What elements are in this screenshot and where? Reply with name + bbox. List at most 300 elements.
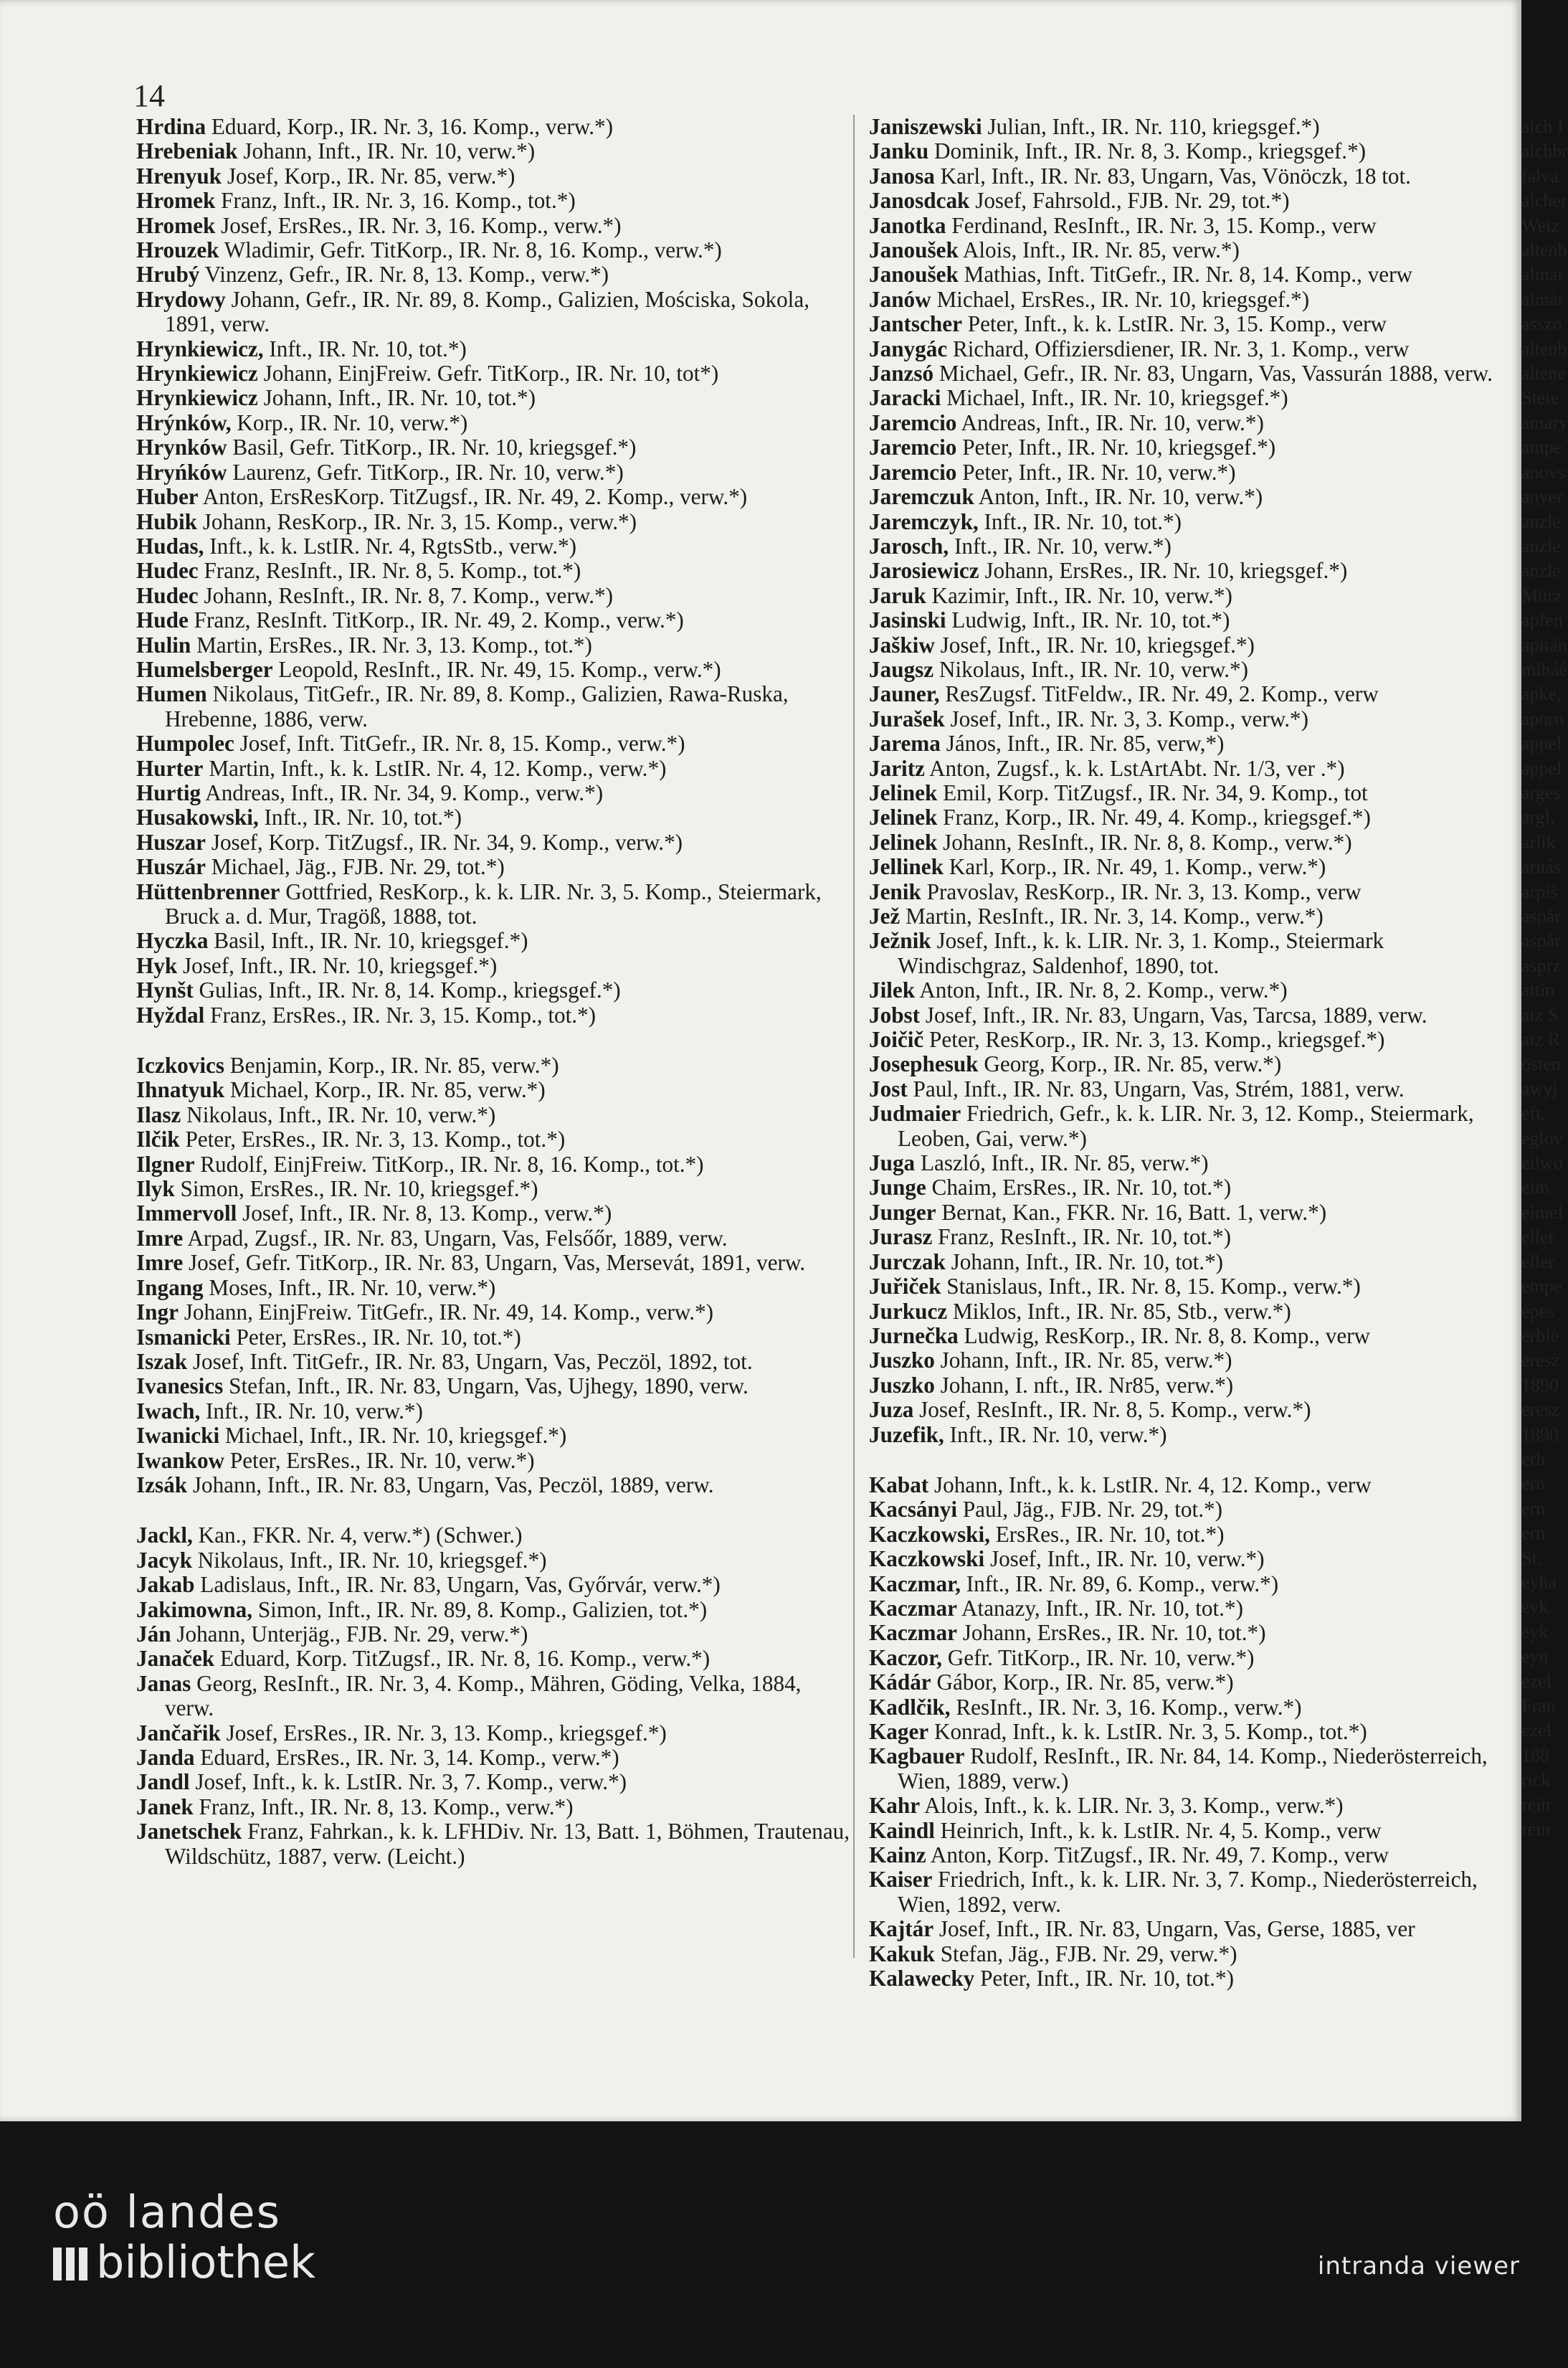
entry-details: Konrad, Inft., k. k. LstIR. Nr. 3, 5. Komp., tot.*) xyxy=(928,1719,1367,1744)
entry-surname: Kaczkowski, xyxy=(869,1521,990,1547)
edge-fragment: aporn xyxy=(1521,708,1564,729)
edge-fragment: empe xyxy=(1521,1276,1562,1297)
entry-details: ErsRes., IR. Nr. 10, tot.*) xyxy=(989,1521,1225,1547)
entry-details: Ludwig, ResKorp., IR. Nr. 8, 8. Komp., verw xyxy=(958,1322,1371,1348)
entry xyxy=(136,1276,853,1300)
entry xyxy=(869,1695,1514,1720)
edge-fragment: asszo xyxy=(1521,313,1562,335)
entry-details: Johann, Inft., IR. Nr. 10, verw.*) xyxy=(237,138,536,164)
edge-fragment: altenb xyxy=(1521,338,1567,359)
entry-details: Nikolaus, Inft., IR. Nr. 10, verw.*) xyxy=(181,1102,496,1127)
entry-surname: Hulin xyxy=(136,632,191,658)
entry-details: Peter, ErsRes., IR. Nr. 10, tot.*) xyxy=(230,1324,521,1350)
entry-surname: Junge xyxy=(869,1175,926,1200)
entry xyxy=(136,510,853,534)
adjacent-page-edge xyxy=(1521,115,1568,1979)
entry-details: Alois, Inft., IR. Nr. 85, verw.*) xyxy=(958,237,1240,263)
entry xyxy=(869,510,1514,534)
entry xyxy=(869,312,1514,336)
entry xyxy=(869,584,1514,608)
entry xyxy=(136,658,853,682)
entry-surname: Hrubý xyxy=(136,262,200,288)
entry xyxy=(869,1102,1514,1151)
entry xyxy=(869,1596,1514,1621)
entry-surname: Ilgner xyxy=(136,1151,195,1177)
entry-surname: Jaracki xyxy=(869,385,941,411)
entry xyxy=(869,1794,1514,1818)
entry-details: Peter, Inft., IR. Nr. 10, kriegsgef.*) xyxy=(956,435,1276,460)
entry-surname: Jilek xyxy=(869,977,916,1003)
entry-surname: Jaškiw xyxy=(869,632,935,658)
entry xyxy=(136,1103,853,1127)
entry-details: Peter, ResKorp., IR. Nr. 3, 13. Komp., kriegsgef.*) xyxy=(923,1027,1385,1053)
entry-details: Leopold, ResInft., IR. Nr. 49, 15. Komp., verw.*) xyxy=(272,656,721,682)
entry-details: Johann, ErsRes., IR. Nr. 10, tot.*) xyxy=(956,1620,1266,1646)
entry xyxy=(869,361,1514,386)
entry xyxy=(136,757,853,781)
entry xyxy=(869,1373,1514,1398)
edge-fragment: atz R xyxy=(1521,1029,1561,1051)
entry-surname: Kalawecky xyxy=(869,1966,975,1992)
entry-details: Peter, ErsRes., IR. Nr. 3, 13. Komp., tot.*) xyxy=(179,1127,566,1152)
edge-fragment: arges xyxy=(1521,782,1561,803)
entry-details: Mathias, Inft. TitGefr., IR. Nr. 8, 14. Komp., verw xyxy=(958,262,1413,288)
entry xyxy=(869,855,1514,879)
entry xyxy=(869,880,1514,904)
entry-details: Inft., IR. Nr. 10, verw.*) xyxy=(200,1398,423,1424)
logo-bars-icon xyxy=(53,2237,96,2288)
entry-details: Karl, Korp., IR. Nr. 49, 1. Komp., verw.*) xyxy=(943,854,1326,880)
entry-details: Martin, ResInft., IR. Nr. 3, 14. Komp., verw.*) xyxy=(900,904,1324,929)
entry-surname: Iwanicki xyxy=(136,1423,220,1449)
entry-details: Ferdinand, ResInft., IR. Nr. 3, 15. Komp., verw xyxy=(946,212,1377,238)
entry-surname: Hynšt xyxy=(136,977,194,1003)
entry xyxy=(869,411,1514,435)
entry xyxy=(136,1548,853,1573)
entry-details: Simon, ErsRes., IR. Nr. 10, kriegsgef.*) xyxy=(174,1176,538,1202)
entry xyxy=(136,460,853,485)
entry xyxy=(136,682,853,731)
entry-surname: Juszko xyxy=(869,1372,935,1398)
entry-surname: Hyždal xyxy=(136,1002,205,1028)
entry-details: Stefan, Inft., IR. Nr. 83, Ungarn, Vas, Ujhegy, 1890, verw. xyxy=(223,1373,749,1399)
entry xyxy=(869,460,1514,485)
edge-fragment: Mürz xyxy=(1521,584,1562,606)
entry-details: Eduard, ErsRes., IR. Nr. 3, 14. Komp., verw.*) xyxy=(194,1745,619,1770)
entry-surname: Kajtár xyxy=(869,1916,934,1942)
edge-fragment: rein xyxy=(1521,1819,1551,1840)
entry xyxy=(136,608,853,633)
entry-details: Anton, Inft., IR. Nr. 8, 2. Komp., verw.*) xyxy=(915,977,1288,1003)
entry-details: Simon, Inft., IR. Nr. 89, 8. Komp., Galizien, tot.*) xyxy=(252,1596,708,1622)
edge-fragment: eglov xyxy=(1521,1127,1563,1149)
entry-surname: Kaczkowski xyxy=(869,1546,985,1572)
section-gap xyxy=(136,1028,853,1053)
entry xyxy=(869,1819,1514,1843)
entry xyxy=(869,288,1514,312)
entry-surname: Janoušek xyxy=(869,262,959,288)
entry-details: Josef, ResInft., IR. Nr. 8, 5. Komp., verw.*) xyxy=(913,1397,1311,1423)
edge-fragment: ern xyxy=(1521,1497,1546,1519)
entry xyxy=(869,1052,1514,1076)
entry-details: Anton, Korp. TitZugsf., IR. Nr. 49, 7. Komp., verw xyxy=(926,1842,1389,1868)
entry-surname: Kádár xyxy=(869,1670,931,1695)
entry xyxy=(869,1423,1514,1447)
left-column xyxy=(136,115,855,1958)
entry-surname: Jaremczyk, xyxy=(869,508,979,534)
entry xyxy=(869,929,1514,978)
edge-fragment: arpiš xyxy=(1521,881,1558,902)
logo-line-2: bibliothek xyxy=(96,2236,315,2288)
entry-details: Johann, ResKorp., IR. Nr. 3, 15. Komp., verw.*) xyxy=(196,508,637,534)
entry-details: Peter, ErsRes., IR. Nr. 10, verw.*) xyxy=(224,1447,535,1473)
entry-surname: Hurter xyxy=(136,755,204,781)
entry-details: Josef, Inft., k. k. LIR. Nr. 3, 1. Komp., Steiermark Windischgraz, Saldenhof, 1890, tot. xyxy=(898,928,1384,978)
entry-details: Anton, ErsResKorp. TitZugsf., IR. Nr. 49, 2. Komp., verw.*) xyxy=(198,484,748,510)
entry-surname: Hromek xyxy=(136,212,216,238)
entry xyxy=(136,1127,853,1152)
entry-details: Josef, Inft., IR. Nr. 3, 3. Komp., verw.*) xyxy=(944,706,1309,731)
entry-details: Laurenz, Gefr. TitKorp., IR. Nr. 10, verw.*) xyxy=(227,459,624,485)
entry-details: Franz, ResInft., IR. Nr. 10, tot.*) xyxy=(932,1224,1232,1250)
edge-fragment: ezel xyxy=(1521,1720,1552,1741)
entry-details: Anton, Zugsf., k. k. LstArtAbt. Nr. 1/3, ver .*) xyxy=(924,755,1345,781)
entry-details: Josef, Gefr. TitKorp., IR. Nr. 83, Ungarn, Vas, Mersevát, 1891, verw. xyxy=(183,1250,806,1276)
entry-details: Johann, ResInft., IR. Nr. 8, 7. Komp., verw.*) xyxy=(198,582,613,608)
entry-details: Kazimir, Inft., IR. Nr. 10, verw.*) xyxy=(926,582,1232,608)
entry-details: Johann, Gefr., IR. Nr. 89, 8. Komp., Galizien, Mościska, Sokola, 1891, verw. xyxy=(165,286,809,337)
entry-surname: Hryńków xyxy=(136,459,227,485)
entry-details: Johann, ResInft., IR. Nr. 8, 8. Komp., verw.*) xyxy=(937,829,1352,855)
entry-surname: Jantscher xyxy=(869,311,962,337)
entry-surname: Jelinek xyxy=(869,829,938,855)
entry xyxy=(869,682,1514,706)
edge-fragment: ezel xyxy=(1521,1670,1552,1692)
edge-fragment: almár xyxy=(1521,288,1564,310)
entry-surname: Kaczmar xyxy=(869,1620,957,1646)
entry-surname: Kahr xyxy=(869,1793,921,1819)
entry-details: Josef, ErsRes., IR. Nr. 3, 13. Komp., kriegsgef.*) xyxy=(220,1720,667,1746)
entry-details: Inft., IR. Nr. 10, verw.*) xyxy=(944,1421,1167,1447)
entry xyxy=(136,115,853,139)
entry-details: Ludwig, Inft., IR. Nr. 10, tot.*) xyxy=(946,607,1230,633)
entry-details: Michael, Inft., IR. Nr. 10, kriegsgef.*) xyxy=(941,385,1288,411)
entry-details: Johann, EinjFreiw. TitGefr., IR. Nr. 49, 14. Komp., verw.*) xyxy=(178,1299,714,1325)
entry xyxy=(136,1672,853,1721)
edge-fragment: altene xyxy=(1521,363,1567,384)
edge-fragment: apitán xyxy=(1521,634,1567,655)
edge-fragment: anyer xyxy=(1521,486,1563,508)
entry-details: Eduard, Korp., IR. Nr. 3, 16. Komp., verw.*) xyxy=(206,114,613,139)
entry-surname: Hrouzek xyxy=(136,237,219,263)
edge-fragment: östen xyxy=(1521,1053,1561,1075)
entry-surname: Jurnečka xyxy=(869,1322,959,1348)
entry-surname: Janda xyxy=(136,1745,195,1770)
entry xyxy=(869,757,1514,781)
entry xyxy=(136,1819,853,1869)
entry xyxy=(136,1350,853,1374)
entry xyxy=(136,189,853,213)
entry-details: Richard, Offiziersdiener, IR. Nr. 3, 1. Komp., verw xyxy=(947,336,1410,361)
entry xyxy=(869,1003,1514,1028)
entry xyxy=(869,337,1514,361)
entry xyxy=(869,534,1514,559)
entry-surname: Ismanicki xyxy=(136,1324,231,1350)
entry-surname: Junger xyxy=(869,1199,936,1225)
entry-surname: Iczkovics xyxy=(136,1053,224,1079)
entry xyxy=(136,164,853,189)
edge-fragment: appel xyxy=(1521,757,1562,779)
entry-details: Josef, Inft., k. k. LstIR. Nr. 3, 7. Komp., verw.*) xyxy=(189,1769,627,1795)
entry-details: Bernat, Kan., FKR. Nr. 16, Batt. 1, verw.*) xyxy=(936,1199,1327,1225)
entry-details: Inft., k. k. LstIR. Nr. 4, RgtsStb., verw.*) xyxy=(204,533,576,559)
edge-fragment: eyha xyxy=(1521,1571,1557,1593)
entry xyxy=(869,1299,1514,1324)
entry-surname: Jarosiewicz xyxy=(869,558,979,584)
entry xyxy=(869,1175,1514,1200)
entry-details: Johann, Inft., IR. Nr. 85, verw.*) xyxy=(934,1348,1232,1373)
edge-fragment: anzle xyxy=(1521,511,1561,532)
entry-details: Josef, Inft. TitGefr., IR. Nr. 83, Ungarn, Vas, Peczöl, 1892, tot. xyxy=(187,1348,753,1374)
edge-fragment: falva xyxy=(1521,165,1559,186)
entry-surname: Kakuk xyxy=(869,1941,935,1966)
entry-surname: Kainz xyxy=(869,1842,926,1868)
entry-surname: Jarema xyxy=(869,731,941,757)
entry-details: Friedrich, Gefr., k. k. LIR. Nr. 3, 12. Komp., Steiermark, Leoben, Gai, verw.*) xyxy=(898,1101,1474,1151)
entry-details: Andreas, Inft., IR. Nr. 10, verw.*) xyxy=(956,409,1264,435)
entry-surname: Jenik xyxy=(869,878,921,904)
entry xyxy=(136,337,853,361)
entry-surname: Hubik xyxy=(136,508,197,534)
entry xyxy=(869,1497,1514,1522)
entry xyxy=(869,1028,1514,1052)
entry-surname: Hyk xyxy=(136,952,178,978)
entry-details: Franz, Fahrkan., k. k. LFHDiv. Nr. 13, Batt. 1, Böhmen, Trautenau, Wildschütz, 1887, verw. (Leicht.) xyxy=(165,1819,850,1869)
entry-surname: Jurasz xyxy=(869,1224,933,1250)
entry-details: Inft., IR. Nr. 10, tot.*) xyxy=(258,805,462,830)
entry-surname: Hude xyxy=(136,607,189,633)
entry xyxy=(136,1573,853,1597)
entry-surname: Jandl xyxy=(136,1769,190,1795)
entry-surname: Josephesuk xyxy=(869,1051,979,1077)
entry-details: Laszló, Inft., IR. Nr. 85, verw.*) xyxy=(915,1150,1209,1176)
entry xyxy=(136,411,853,435)
edge-fragment: ampe xyxy=(1521,437,1562,458)
entry-details: Josef, ErsRes., IR. Nr. 3, 16. Komp., verw.*) xyxy=(215,212,622,238)
entry xyxy=(869,164,1514,189)
entry-surname: Humen xyxy=(136,681,207,707)
entry xyxy=(869,1200,1514,1225)
entry-details: Franz, ErsRes., IR. Nr. 3, 15. Komp., tot.*) xyxy=(204,1002,597,1028)
entry-details: Franz, Inft., IR. Nr. 3, 16. Komp., tot.*) xyxy=(215,188,576,214)
entry-surname: Huszár xyxy=(136,854,206,880)
entry-surname: Kabat xyxy=(869,1472,929,1497)
entry-details: Josef, Korp. TitZugsf., IR. Nr. 34, 9. Komp., verw.*) xyxy=(206,829,683,855)
entry-surname: Jelinek xyxy=(869,780,938,805)
entry xyxy=(136,1300,853,1325)
edge-fragment: ern xyxy=(1521,1473,1546,1495)
entry-surname: Juzefik, xyxy=(869,1421,944,1447)
edge-fragment: alcher xyxy=(1521,190,1567,212)
entry xyxy=(869,1917,1514,1941)
entry xyxy=(136,1647,853,1671)
entry-surname: Jobst xyxy=(869,1002,921,1028)
entry xyxy=(136,880,853,929)
entry-surname: Hromek xyxy=(136,188,216,214)
entry-details: Michael, Gefr., IR. Nr. 83, Ungarn, Vas, Vassurán 1888, verw. xyxy=(933,361,1493,387)
entry-details: Georg, ResInft., IR. Nr. 3, 4. Komp., Mähren, Göding, Velka, 1884, verw. xyxy=(165,1670,802,1721)
edge-fragment: rein xyxy=(1521,1794,1551,1815)
edge-fragment: epes xyxy=(1521,1300,1555,1322)
entry-details: Benjamin, Korp., IR. Nr. 85, verw.*) xyxy=(224,1053,559,1079)
entry-surname: Iwankow xyxy=(136,1447,225,1473)
entry-surname: Hrynkiewicz xyxy=(136,385,258,411)
entry-surname: Iszak xyxy=(136,1348,188,1374)
entry xyxy=(869,1646,1514,1670)
entry xyxy=(869,608,1514,633)
edge-fragment: eyk xyxy=(1521,1621,1549,1642)
entry-surname: Kager xyxy=(869,1719,929,1744)
entry-details: Michael, Korp., IR. Nr. 85, verw.*) xyxy=(224,1077,546,1103)
section-gap xyxy=(136,1497,853,1523)
logo-line-1: oö landes xyxy=(53,2186,281,2238)
entry-surname: Joičič xyxy=(869,1027,924,1053)
entry-surname: Immervoll xyxy=(136,1200,237,1226)
entry-details: Heinrich, Inft., k. k. LstIR. Nr. 4, 5. Komp., verw xyxy=(934,1817,1382,1843)
edge-fragment: eresz xyxy=(1521,1350,1560,1371)
entry xyxy=(869,781,1514,805)
viewer-link[interactable]: intranda viewer xyxy=(1317,2252,1520,2281)
entry-details: Inft., IR. Nr. 10, tot.*) xyxy=(978,508,1182,534)
edge-fragment: altenb xyxy=(1521,240,1567,261)
entry-surname: Jasinski xyxy=(869,607,946,633)
entry-surname: Hudas, xyxy=(136,533,204,559)
edge-fragment: eilwo xyxy=(1521,1152,1563,1174)
entry-surname: Janosa xyxy=(869,163,935,189)
entry-details: Emil, Korp. TitZugsf., IR. Nr. 34, 9. Komp., tot xyxy=(937,780,1368,805)
entry-details: Franz, Inft., IR. Nr. 8, 13. Komp., verw.*) xyxy=(193,1794,574,1819)
entry xyxy=(869,1744,1514,1794)
entry xyxy=(136,633,853,658)
entry-details: Josef, Korp., IR. Nr. 85, verw.*) xyxy=(222,163,515,189)
entry-details: Josef, Inft. TitGefr., IR. Nr. 8, 15. Komp., verw.*) xyxy=(234,731,685,757)
entry-surname: Humpolec xyxy=(136,731,234,757)
entry-details: János, Inft., IR. Nr. 85, verw,*) xyxy=(940,731,1225,757)
entry-details: Gefr. TitKorp., IR. Nr. 10, verw.*) xyxy=(941,1644,1255,1670)
section-gap xyxy=(869,1447,1514,1473)
entry-surname: Imre xyxy=(136,1250,184,1276)
entry-details: Inft., IR. Nr. 89, 6. Komp., verw.*) xyxy=(960,1571,1279,1596)
edge-fragment: rick xyxy=(1521,1769,1551,1791)
entry xyxy=(136,1177,853,1201)
entry xyxy=(869,1151,1514,1175)
right-column xyxy=(869,115,1514,1991)
entry-surname: Jarosch, xyxy=(869,533,949,559)
entry xyxy=(869,386,1514,410)
entry xyxy=(869,238,1514,262)
entry xyxy=(136,139,853,164)
entry-surname: Jost xyxy=(869,1076,908,1102)
entry-details: Stanislaus, Inft., IR. Nr. 8, 15. Komp., verw.*) xyxy=(941,1274,1361,1299)
entry xyxy=(869,707,1514,731)
edge-fragment: erh xyxy=(1521,1448,1546,1469)
entry-surname: Hyczka xyxy=(136,928,209,954)
entry-details: Karl, Inft., IR. Nr. 83, Ungarn, Vas, Vönöczk, 18 tot. xyxy=(934,163,1411,189)
entry-details: Peter, Inft., k. k. LstIR. Nr. 3, 15. Komp., verw xyxy=(961,311,1387,337)
entry-details: ResInft., IR. Nr. 3, 16. Komp., verw.*) xyxy=(950,1694,1302,1720)
entry xyxy=(869,1966,1514,1991)
entry-details: Michael, Inft., IR. Nr. 10, kriegsgef.*) xyxy=(219,1423,567,1449)
entry-surname: Janzsó xyxy=(869,361,934,387)
entry-details: Michael, ErsRes., IR. Nr. 10, kriegsgef.*) xyxy=(931,286,1310,312)
entry-surname: Huber xyxy=(136,484,199,510)
entry-surname: Kaiser xyxy=(869,1867,933,1893)
entry-details: Josef, Inft., IR. Nr. 10, kriegsgef.*) xyxy=(934,632,1255,658)
entry xyxy=(869,1720,1514,1744)
entry xyxy=(136,1746,853,1770)
entry xyxy=(136,1523,853,1548)
entry xyxy=(869,1324,1514,1348)
entry xyxy=(136,386,853,410)
entry xyxy=(869,1942,1514,1966)
entry-details: Martin, ErsRes., IR. Nr. 3, 13. Komp., tot.*) xyxy=(191,632,592,658)
edge-fragment: eyn xyxy=(1521,1646,1549,1667)
entry-details: Basil, Gefr. TitKorp., IR. Nr. 10, kriegsgef.*) xyxy=(227,435,637,460)
edge-fragment: anovs xyxy=(1521,461,1565,483)
entry-surname: Ján xyxy=(136,1621,171,1647)
edge-fragment: eimel xyxy=(1521,1201,1563,1223)
entry-details: Johann, ErsRes., IR. Nr. 10, kriegsgef.*) xyxy=(979,558,1348,584)
entry-details: Gulias, Inft., IR. Nr. 8, 14. Komp., kriegsgef.*) xyxy=(193,977,621,1003)
entry-surname: Huszar xyxy=(136,829,206,855)
edge-fragment: alchbr xyxy=(1521,141,1568,162)
entry-surname: Juza xyxy=(869,1397,914,1423)
entry-details: Peter, Inft., IR. Nr. 10, verw.*) xyxy=(956,459,1236,485)
entry xyxy=(869,1867,1514,1917)
entry-surname: Jakimowna, xyxy=(136,1596,253,1622)
entry xyxy=(869,1274,1514,1299)
entry xyxy=(136,1622,853,1647)
entry xyxy=(869,1348,1514,1373)
entry-surname: Jaremcio xyxy=(869,435,957,460)
entry xyxy=(136,361,853,386)
edge-fragment: St. xyxy=(1521,1547,1542,1568)
entry xyxy=(136,435,853,460)
entry xyxy=(136,1325,853,1350)
edge-fragment: eyk xyxy=(1521,1596,1549,1618)
entry-details: Johann, Inft., k. k. LstIR. Nr. 4, 12. Komp., verw xyxy=(928,1472,1372,1497)
entry xyxy=(869,559,1514,583)
edge-fragment: ern xyxy=(1521,1522,1546,1544)
edge-fragment: arlik xyxy=(1521,831,1556,853)
entry xyxy=(136,214,853,238)
edge-fragment: Fran xyxy=(1521,1695,1556,1716)
entry-details: Ladislaus, Inft., IR. Nr. 83, Ungarn, Vas, Győrvár, verw.*) xyxy=(194,1572,721,1598)
edge-fragment: attin xyxy=(1521,980,1555,1001)
edge-fragment: miháé xyxy=(1521,658,1567,680)
entry-details: Nikolaus, TitGefr., IR. Nr. 89, 8. Komp., Galizien, Rawa-Ruska, Hrebenne, 1886, verw. xyxy=(165,681,789,731)
entry-surname: Imre xyxy=(136,1225,184,1251)
edge-fragment: anzle xyxy=(1521,535,1561,557)
entry-surname: Janek xyxy=(136,1794,194,1819)
entry-surname: Hrebeniak xyxy=(136,138,238,164)
edge-fragment: erble xyxy=(1521,1325,1559,1346)
entry xyxy=(869,1572,1514,1596)
entry-surname: Jakab xyxy=(136,1572,195,1598)
entry xyxy=(136,1053,853,1078)
entry-details: Vinzenz, Gefr., IR. Nr. 8, 13. Komp., verw.*) xyxy=(199,262,609,288)
entry-details: Johann, I. nft., IR. Nr85, verw.*) xyxy=(934,1372,1234,1398)
